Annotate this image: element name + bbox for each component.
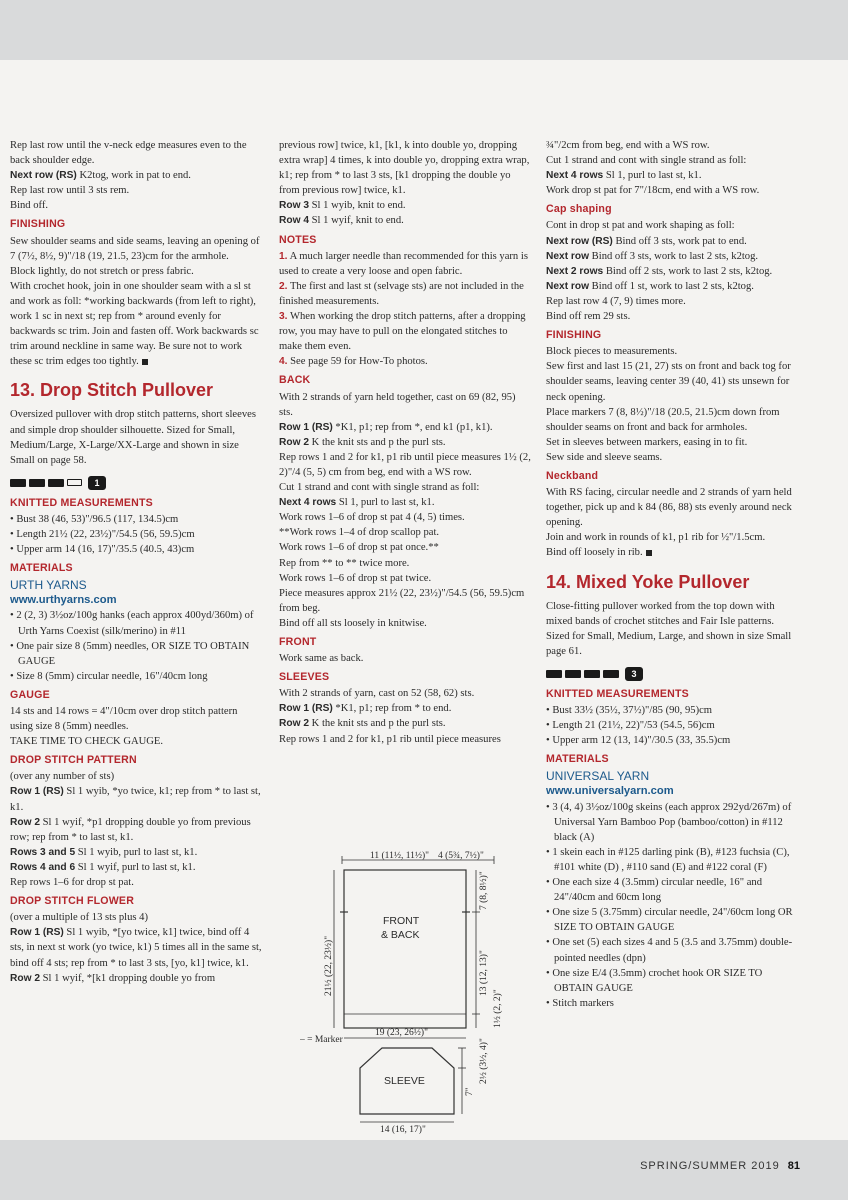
instruction-label: Row 1 (RS) [10, 786, 64, 798]
neckband-instructions [546, 485, 798, 560]
instruction-line [10, 845, 262, 860]
sleeves-instructions [279, 686, 531, 746]
instruction-line [546, 249, 798, 264]
front-label: FRONT [383, 915, 420, 927]
finishing-heading-2: FINISHING [546, 329, 602, 342]
magazine-page [0, 60, 848, 1172]
instruction-text: Rep from ** to ** twice more. [279, 557, 410, 569]
skill-level-number: 1 [88, 476, 106, 490]
page-footer [640, 1160, 800, 1172]
dim-bottom-width: 19 (23, 26½)" [375, 1028, 428, 1038]
dim-rib-depth: 1½ (2, 2)" [493, 989, 503, 1028]
instruction-line [546, 359, 798, 404]
instruction-line [279, 616, 531, 631]
instruction-label: Next row [546, 250, 590, 262]
instruction-line [279, 213, 531, 228]
list-item: • One size 5 (3.75mm) circular needle, 24"/60cm long OR SIZE TO OBTAIN GAUGE [546, 905, 798, 935]
instruction-line [546, 138, 798, 153]
instruction-label: Next row (RS) [546, 235, 613, 247]
instruction-text: Sl 1, purl to last st, k1. [603, 170, 702, 182]
instruction-label: Next 4 rows [546, 170, 604, 182]
instruction-line [279, 138, 531, 198]
marker-legend: – = Marker [300, 1035, 343, 1045]
instruction-text: When working the drop stitch patterns, after a dropping row, you may have to pull on the elongated stitches to make them even. [279, 311, 526, 353]
yarn-brand-2: UNIVERSAL YARN [546, 769, 650, 784]
instruction-text: K the knit sts and p the purl sts. [309, 718, 446, 730]
dim-neck-width: 4 (5¾, 7½)" [438, 851, 484, 861]
instruction-line [546, 344, 798, 359]
pattern-14-description: Close-fitting pullover worked from the top down with mixed bands of crochet stitches and Fair Isle patterns. Sized for Small, Medium, Large, and shown in size Small page 61. [546, 600, 792, 657]
dim-body-length: 21½ (22, 23½)" [324, 935, 334, 996]
instruction-line [546, 153, 798, 168]
instruction-text: Sl 1, purl to last st, k1. [336, 497, 435, 509]
list-item: • Length 21½ (22, 23½)"/54.5 (56, 59.5)cm [10, 527, 262, 542]
instruction-label: 1. [279, 250, 288, 262]
instruction-label: Next row [546, 280, 590, 292]
instruction-text: Sl 1 wyif, knit to end. [309, 215, 404, 227]
list-item: • Upper arm 12 (13, 14)"/30.5 (33, 35.5)cm [546, 733, 798, 748]
instruction-line [546, 218, 798, 233]
instruction-label: Next row (RS) [10, 170, 77, 182]
measurements-heading-2: KNITTED MEASUREMENTS [546, 687, 689, 700]
instruction-line [279, 571, 531, 586]
front-text: Work same as back. [279, 653, 364, 665]
instruction-line [10, 784, 262, 814]
dim-top-width: 11 (11½, 11½)" [370, 851, 430, 861]
finishing-instructions [546, 344, 798, 465]
end-square-icon [142, 359, 148, 365]
instruction-line [10, 925, 262, 970]
instruction-text: Work drop st pat for 7"/18cm, end with a WS row. [546, 185, 760, 197]
materials-list-2 [546, 800, 798, 1011]
instruction-text: Cont in drop st pat and work shaping as foll: [546, 220, 735, 232]
instruction-text: Work rows 1–6 of drop st pat 4 (4, 5) times. [279, 512, 465, 524]
instruction-line [279, 556, 531, 571]
instruction-line [279, 510, 531, 525]
instruction-line [279, 309, 531, 354]
dim-armhole-depth: 7 (8, 8½)" [479, 871, 489, 910]
instruction-label: 2. [279, 280, 288, 292]
instruction-text: Piece measures approx 21½ (22, 23½)"/54.5 (56, 59.5)cm from beg. [279, 587, 525, 614]
drop-stitch-flower-heading: DROP STITCH FLOWER [10, 895, 135, 908]
instruction-label: Rows 3 and 5 [10, 846, 76, 858]
notes-list [279, 249, 531, 370]
instruction-text: Bind off. [10, 200, 49, 212]
instruction-text: Sl 1 wyib, knit to end. [309, 200, 406, 212]
instruction-line [279, 586, 531, 616]
dim-sleeve-length: 7" [465, 1087, 475, 1096]
instruction-line [279, 435, 531, 450]
instruction-text: Set in sleeves between markers, easing in to fit. [546, 436, 748, 448]
instruction-text: Sew first and last 15 (21, 27) sts on front and back tog for shoulder seams, leaving center 39 (40, 41) sts unsewn for neck opening. [546, 361, 791, 403]
instruction-text: **Work rows 1–4 of drop scallop pat. [279, 527, 440, 539]
instruction-line [279, 480, 531, 495]
instruction-text: With RS facing, circular needle and 2 strands of yarn held together, pick up and k 84 (86, 88) sts evenly around neck opening. [546, 487, 792, 529]
sleeve-label: SLEEVE [384, 1075, 425, 1087]
yarn-url[interactable]: www.urthyarns.com [10, 594, 117, 607]
instruction-line [546, 183, 798, 198]
skill-level-icon [10, 476, 262, 490]
instruction-text: Sl 1 wyib, purl to last st, k1. [75, 846, 198, 858]
instruction-line [279, 701, 531, 716]
front-heading: FRONT [279, 636, 317, 648]
instruction-line [10, 971, 262, 986]
instruction-text: (over any number of sts) [10, 771, 115, 783]
column-3 [546, 138, 798, 1011]
yarn-brand: URTH YARNS [10, 578, 87, 593]
instruction-label: Row 1 (RS) [279, 421, 333, 433]
list-item: • 2 (2, 3) 3½oz/100g hanks (each approx 400yd/360m) of Urth Yarns Coexist (silk/merino) in #11 [10, 608, 262, 638]
instruction-line [10, 168, 262, 183]
cap-shaping-heading: Cap shaping [546, 203, 612, 216]
instruction-label: Rows 4 and 6 [10, 861, 76, 873]
instruction-line [279, 732, 531, 747]
materials-heading: MATERIALS [10, 562, 73, 575]
materials-list [10, 608, 262, 683]
instruction-line [10, 860, 262, 875]
flower-continued [279, 138, 531, 229]
instruction-text: *K1, p1; rep from *, end k1 (p1, k1). [332, 421, 493, 433]
instruction-line [546, 279, 798, 294]
measurements-list [10, 512, 262, 557]
instruction-line [279, 390, 531, 420]
instruction-line [546, 264, 798, 279]
instruction-label: Row 2 [10, 816, 41, 828]
schematic-diagram [300, 846, 536, 1136]
instruction-text: Bind off 3 sts, work to last 2 sts, k2tog. [589, 250, 759, 262]
instruction-line [279, 525, 531, 540]
instruction-text: Work rows 1–6 of drop st pat twice. [279, 572, 432, 584]
instruction-line [546, 309, 798, 324]
instruction-text: K the knit sts and p the purl sts. [309, 436, 446, 448]
list-item: • 1 skein each in #125 darling pink (B), #123 fuchsia (C), #101 white (D) , #110 sand (E) and #122 coral (F) [546, 845, 798, 875]
instruction-line [546, 168, 798, 183]
instruction-line [279, 198, 531, 213]
instruction-line [546, 435, 798, 450]
instruction-text: Rep rows 1 and 2 for k1, p1 rib until piece measures 1½ (2, 2)"/4 (5, 5) cm from beg, end with a WS row. [279, 451, 531, 478]
instruction-text: Cut 1 strand and cont with single strand as foll: [279, 482, 480, 494]
list-item: • Stitch markers [546, 996, 798, 1011]
finishing-text-2: Block lightly, do not stretch or press fabric. [10, 265, 194, 277]
dim-side-length: 13 (12, 13)" [479, 950, 489, 996]
instruction-line [10, 815, 262, 845]
instruction-line [279, 450, 531, 480]
back-heading: BACK [279, 374, 311, 387]
instruction-line [546, 234, 798, 249]
end-square-icon [646, 550, 652, 556]
instruction-line [279, 540, 531, 555]
sleeves-continued [546, 138, 798, 198]
instruction-line [546, 530, 798, 545]
instruction-text: Work rows 1–6 of drop st pat once.** [279, 542, 439, 554]
instruction-text: Sew side and sleeve seams. [546, 451, 663, 463]
instruction-text: A much larger needle than recommended for this yarn is used to create a very loose and open fabric. [279, 250, 528, 277]
instruction-label: 4. [279, 356, 288, 368]
list-item: • Size 8 (5mm) circular needle, 16"/40cm long [10, 669, 262, 684]
instruction-text: Join and work in rounds of k1, p1 rib for ½"/1.5cm. [546, 532, 766, 544]
instruction-text: Sl 1 wyif, purl to last st, k1. [75, 861, 196, 873]
cap-shaping-instructions [546, 218, 798, 324]
instruction-text: Bind off rem 29 sts. [546, 311, 631, 323]
instruction-line [546, 405, 798, 435]
instruction-line [10, 875, 262, 890]
instruction-text: Rep rows 1 and 2 for k1, p1 rib until piece measures [279, 733, 501, 745]
instruction-label: 3. [279, 311, 288, 323]
drop-stitch-pattern-rows [10, 769, 262, 890]
instruction-label: Row 1 (RS) [10, 927, 64, 939]
instruction-label: Row 4 [279, 215, 310, 227]
yarn-url-2[interactable]: www.universalyarn.com [546, 785, 674, 798]
issue-label: SPRING/SUMMER 2019 [640, 1160, 780, 1172]
instruction-line [279, 495, 531, 510]
instruction-text: Rep last row 4 (7, 9) times more. [546, 295, 686, 307]
instruction-line [546, 545, 798, 560]
instruction-text: Rep last row until the v-neck edge measures even to the back shoulder edge. [10, 140, 247, 167]
instruction-line [279, 354, 531, 369]
dim-cap-height: 2½ (3½, 4)" [479, 1038, 489, 1084]
instruction-line [10, 910, 262, 925]
instruction-line [546, 450, 798, 465]
instruction-text: Cut 1 strand and cont with single strand as foll: [546, 155, 747, 167]
instruction-text: Sl 1 wyib, *yo twice, k1; rep from * to last st, k1. [10, 786, 261, 813]
instruction-text: Sl 1 wyif, *p1 dropping double yo from previous row; rep from * to last st, k1. [10, 816, 251, 843]
notes-heading: NOTES [279, 233, 317, 246]
column-2 [279, 138, 531, 747]
instruction-line [10, 769, 262, 784]
instruction-text: previous row] twice, k1, [k1, k into double yo, dropping extra wrap] 4 times, k into double yo, dropping extra wrap, k1; rep from * to last 3 sts, [k1 dropping the double yo from previous row] twice, k1. [279, 140, 530, 197]
list-item: • 3 (4, 4) 3½oz/100g skeins (each approx 292yd/267m) of Universal Yarn Bamboo Pop (bamboo/cotton) in #112 black (A) [546, 800, 798, 845]
skill-level-number-2: 3 [625, 667, 643, 681]
measurements-heading: KNITTED MEASUREMENTS [10, 496, 153, 509]
list-item: • Bust 38 (46, 53)"/96.5 (117, 134.5)cm [10, 512, 262, 527]
drop-stitch-flower-rows [10, 910, 262, 985]
instruction-text: (over a multiple of 13 sts plus 4) [10, 912, 148, 924]
instruction-line [546, 294, 798, 309]
instruction-text: Rep rows 1–6 for drop st pat. [10, 877, 134, 889]
instruction-text: *K1, p1; rep from * to end. [332, 703, 452, 715]
page-number: 81 [787, 1160, 800, 1172]
pattern-13-description: Oversized pullover with drop stitch patterns, short sleeves and simple drop shoulder silhouette. Sized for Small, Medium/Large, X-Large/XX-Large and shown in size Small on page 58. [10, 409, 256, 466]
instruction-line [10, 198, 262, 213]
instruction-text: Bind off loosely in rib. [546, 547, 643, 559]
instruction-line [279, 249, 531, 279]
instruction-label: Row 2 [10, 972, 41, 984]
list-item: • One pair size 8 (5mm) needles, OR SIZE TO OBTAIN GAUGE [10, 639, 262, 669]
instruction-text: K2tog, work in pat to end. [76, 170, 191, 182]
list-item: • Upper arm 14 (16, 17)"/35.5 (40.5, 43)cm [10, 542, 262, 557]
instruction-text: Bind off 1 st, work to last 2 sts, k2tog. [589, 280, 754, 292]
instruction-text: With 2 strands of yarn held together, cast on 69 (82, 95) sts. [279, 391, 516, 418]
dim-sleeve-width: 14 (16, 17)" [380, 1125, 426, 1135]
instruction-text: Sl 1 wyib, *[yo twice, k1] twice, bind off 4 sts, in next st work (yo twice, k1) 5 times all in the same st, bind off 4 sts; rep from * to last 3 sts, [yo, k1] twice, k1. [10, 927, 262, 969]
instruction-text: Sl 1 wyif, *[k1 dropping double yo from [40, 972, 216, 984]
instruction-line [279, 420, 531, 435]
front-back-outline [344, 870, 466, 1028]
instruction-text: Bind off 2 sts, work to last 2 sts, k2tog. [603, 265, 773, 277]
instruction-label: Row 1 (RS) [279, 703, 333, 715]
gauge-text: 14 sts and 14 rows = 4"/10cm over drop stitch pattern using size 8 (5mm) needles. [10, 706, 238, 733]
instruction-label: Row 3 [279, 200, 310, 212]
instruction-text: See page 59 for How-To photos. [287, 356, 428, 368]
instruction-line [10, 183, 262, 198]
pattern-13-title: 13. Drop Stitch Pullover [10, 380, 214, 401]
list-item: • Bust 33½ (35½, 37½)"/85 (90, 95)cm [546, 703, 798, 718]
list-item: • One size E/4 (3.5mm) crochet hook OR SIZE TO OBTAIN GAUGE [546, 966, 798, 996]
list-item: • Length 21 (21½, 22)"/53 (54.5, 56)cm [546, 718, 798, 733]
gauge-heading: GAUGE [10, 688, 50, 701]
back-instructions [279, 390, 531, 632]
instruction-text: Block pieces to measurements. [546, 346, 678, 358]
sleeves-heading: SLEEVES [279, 671, 330, 684]
column-1 [10, 138, 262, 986]
list-item: • One set (5) each sizes 4 and 5 (3.5 and 3.75mm) double-pointed needles (dpn) [546, 935, 798, 965]
instruction-text: Bind off all sts loosely in knitwise. [279, 617, 427, 629]
list-item: • One each size 4 (3.5mm) circular needle, 16" and 24"/40cm and 60cm long [546, 875, 798, 905]
finishing-text-3: With crochet hook, join in one shoulder seam with a sl st and work as foll: *working backwards (from left to right), work 1 sc in next st; rep from * around evenly for backwards sc trim. Join and fasten off. Work backwards sc trim around neckline in same way. Be sure not to work these sc trim edges too tightly. [10, 280, 259, 368]
instruction-line [279, 686, 531, 701]
instruction-text: Bind off 3 sts, work pat to end. [612, 235, 747, 247]
drop-stitch-pattern-heading: DROP STITCH PATTERN [10, 754, 137, 767]
instruction-label: Next 4 rows [279, 497, 337, 509]
neckband-heading: Neckband [546, 469, 599, 482]
instruction-text: With 2 strands of yarn, cast on 52 (58, 62) sts. [279, 688, 475, 700]
measurements-list-2 [546, 703, 798, 748]
instruction-text: ¾"/2cm from beg, end with a WS row. [546, 140, 710, 151]
instruction-text: The first and last st (selvage sts) are not included in the finished measurements. [279, 280, 524, 307]
gauge-check: TAKE TIME TO CHECK GAUGE. [10, 736, 164, 748]
finishing-intro [10, 138, 262, 213]
instruction-line [546, 485, 798, 530]
skill-level-icon-2 [546, 667, 798, 681]
instruction-text: Place markers 7 (8, 8½)"/18 (20.5, 21.5)cm down from shoulder seams on front and back for armholes. [546, 406, 780, 433]
instruction-label: Row 2 [279, 436, 310, 448]
pattern-14-title: 14. Mixed Yoke Pullover [546, 571, 750, 592]
finishing-text: Sew shoulder seams and side seams, leaving an opening of 7 (7½, 8½, 9)"/18 (19, 21.5, 23)cm for the armhole. [10, 235, 260, 262]
finishing-heading: FINISHING [10, 218, 66, 231]
instruction-label: Next 2 rows [546, 265, 604, 277]
instruction-line [10, 138, 262, 168]
materials-heading-2: MATERIALS [546, 753, 609, 766]
back-label: & BACK [381, 929, 420, 941]
instruction-label: Row 2 [279, 718, 310, 730]
instruction-text: Rep last row until 3 sts rem. [10, 185, 130, 197]
instruction-line [279, 279, 531, 309]
instruction-line [279, 716, 531, 731]
